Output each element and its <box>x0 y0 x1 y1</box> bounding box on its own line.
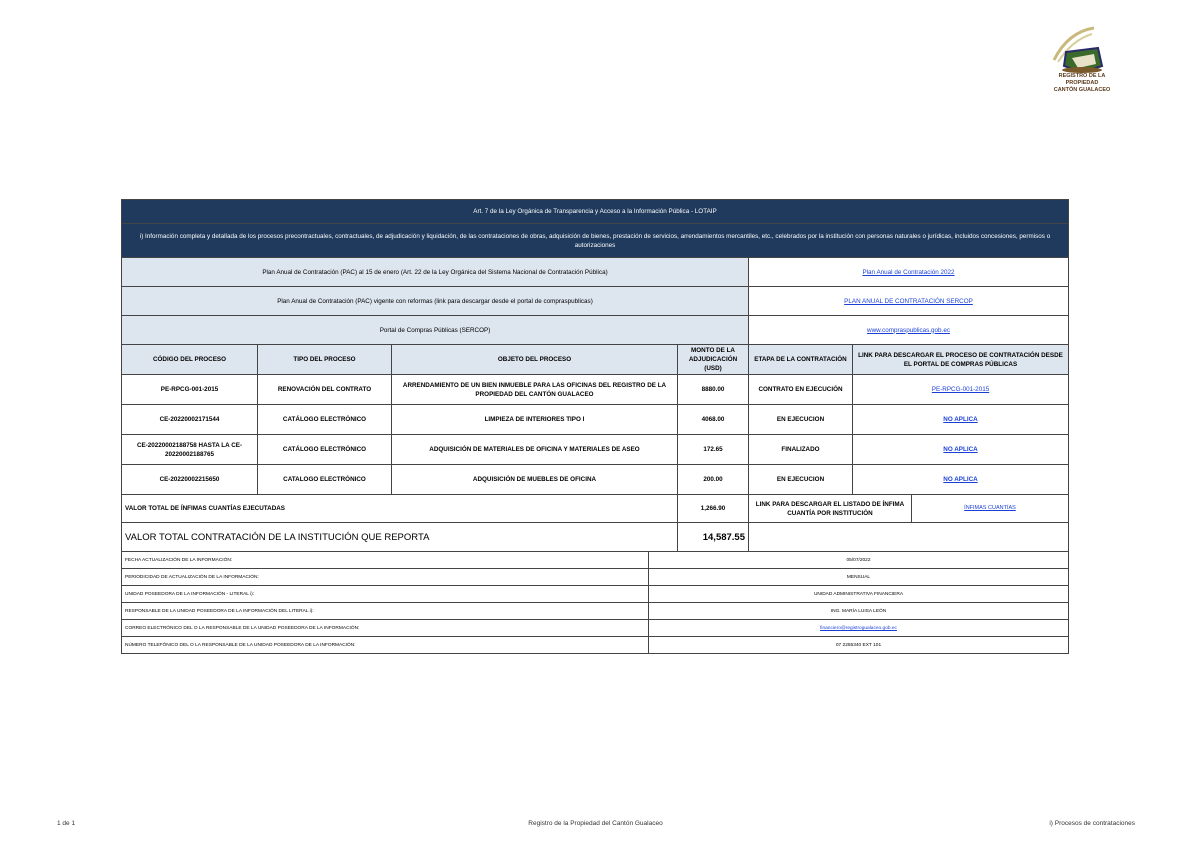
header-subtitle-row <box>121 224 1069 258</box>
objeto-cell: LIMPIEZA DE INTERIORES TIPO I <box>392 405 678 434</box>
table-row <box>121 375 1069 405</box>
transparency-table <box>121 199 1069 654</box>
info-value: MENSUAL <box>846 574 871 580</box>
objeto-cell: ADQUISICIÓN DE MATERIALES DE OFICINA Y MATERIALES DE ASEO <box>392 435 678 464</box>
info-value: UNIDAD ADMINISTRATIVA FINANCIERA <box>813 591 904 597</box>
infimas-label: VALOR TOTAL DE ÍNFIMAS CUANTÍAS EJECUTADAS <box>122 495 678 522</box>
tipo-cell: RENOVACIÓN DEL CONTRATO <box>258 375 392 404</box>
etapa-cell: EN EJECUCION <box>749 465 853 494</box>
info-row <box>121 603 1069 620</box>
header-title: Art. 7 de la Ley Orgánica de Transparencia y Acceso a la Información Pública - LOTAIP <box>473 208 717 215</box>
objeto-cell: ARRENDAMIENTO DE UN BIEN INMUEBLE PARA LAS OFICINAS DEL REGISTRO DE LA PROPIEDAD DEL CANTÓN GUALACEO <box>392 375 678 404</box>
etapa-cell: EN EJECUCION <box>749 405 853 434</box>
pac-link[interactable]: Plan Anual de Contratación 2022 <box>862 268 955 276</box>
pac-reformas-label: Plan Anual de Contratación (PAC) vigente con reformas (link para descargar desde el portal de compraspublicas) <box>122 287 749 315</box>
total-row <box>121 523 1069 552</box>
proceso-link[interactable]: PE-RPCG-001-2015 <box>931 386 990 393</box>
infimas-link-label: LINK PARA DESCARGAR EL LISTADO DE ÍNFIMA CUANTÍA POR INSTITUCIÓN <box>749 495 912 522</box>
footer-page: 1 de 1 <box>57 820 76 827</box>
monto-cell: 4068.00 <box>678 405 749 434</box>
info-value: 05/07/2022 <box>846 557 871 563</box>
proceso-link[interactable]: NO APLICA <box>943 476 978 483</box>
logo-line-2: CANTÓN GUALACEO <box>1053 87 1111 93</box>
email-link[interactable]: financiero@registrogualaceo.gob.ec <box>820 625 897 631</box>
col-link: LINK PARA DESCARGAR EL PROCESO DE CONTRATACIÓN DESDE EL PORTAL DE COMPRAS PÚBLICAS <box>858 351 1063 368</box>
tipo-cell: CATALOGO ELECTRÓNICO <box>258 465 392 494</box>
codigo-cell: CE-20220002188758 HASTA LA CE-20220002188765 <box>122 435 258 464</box>
sercop-link[interactable]: www.compraspublicas.gob.ec <box>867 326 950 334</box>
infimas-value: 1,266.90 <box>678 495 749 522</box>
sercop-row <box>121 316 1069 345</box>
monto-cell: 8880.00 <box>678 375 749 404</box>
total-label: VALOR TOTAL CONTRATACIÓN DE LA INSTITUCIÓN QUE REPORTA <box>122 523 678 551</box>
column-header-row <box>121 345 1069 375</box>
total-empty <box>749 523 1068 551</box>
info-label: CORREO ELECTRÓNICO DEL O LA RESPONSABLE DE LA UNIDAD POSEEDORA DE LA INFORMACIÓN: <box>122 620 649 636</box>
logo-caption <box>1044 73 1120 94</box>
header-subtitle: i) Información completa y detallada de los procesos precontractuales, contractuales, de adjudicación y liquidación, de las contrataciones de obras, adquisición de bienes, prestación de servicios, arrendamientos mercantiles, etc., celebrados por la institución con personas naturales o jurídicas, incluidos concesiones, permisos o autorizaciones <box>139 232 1051 249</box>
codigo-cell: PE-RPCG-001-2015 <box>122 375 258 404</box>
col-objeto: OBJETO DEL PROCESO <box>392 345 678 374</box>
infimas-row <box>121 495 1069 523</box>
monto-cell: 200.00 <box>678 465 749 494</box>
info-label: NÚMERO TELEFÓNICO DEL O LA RESPONSABLE DE LA UNIDAD POSEEDORA DE LA INFORMACIÓN: <box>122 637 649 653</box>
info-row <box>121 620 1069 637</box>
info-label: RESPONSABLE DE LA UNIDAD POSEEDORA DE LA INFORMACIÓN DEL LITERAL i): <box>122 603 649 619</box>
footer-right: i) Procesos de contrataciones <box>1049 820 1135 827</box>
tipo-cell: CATÁLOGO ELECTRÓNICO <box>258 435 392 464</box>
table-row <box>121 465 1069 495</box>
tipo-cell: CATÁLOGO ELECTRÓNICO <box>258 405 392 434</box>
col-codigo: CÓDIGO DEL PROCESO <box>122 345 258 374</box>
col-etapa: ETAPA DE LA CONTRATACIÓN <box>749 345 853 374</box>
pac-reformas-link[interactable]: PLAN ANUAL DE CONTRATACIÓN SERCOP <box>844 297 973 305</box>
etapa-cell: FINALIZADO <box>749 435 853 464</box>
infimas-link[interactable]: ÍNFIMAS CUANTÍAS <box>964 505 1016 511</box>
total-value: 14,587.55 <box>678 523 749 551</box>
col-monto: MONTO DE LA ADJUDICACIÓN (USD) <box>678 345 749 374</box>
header-title-row <box>121 199 1069 224</box>
objeto-cell: ADQUISICIÓN DE MUEBLES DE OFICINA <box>392 465 678 494</box>
info-row <box>121 637 1069 654</box>
info-row <box>121 552 1069 569</box>
col-tipo: TIPO DEL PROCESO <box>258 345 392 374</box>
proceso-link[interactable]: NO APLICA <box>943 446 978 453</box>
pac-label: Plan Anual de Contratación (PAC) al 15 de enero (Art. 22 de la Ley Orgánica del Sistema Nacional de Contratación Pública) <box>122 258 749 286</box>
info-value: ING. MARÍA LUISA LEÓN <box>830 608 887 614</box>
table-row <box>121 435 1069 465</box>
codigo-cell: CE-20220002215650 <box>122 465 258 494</box>
info-label: FECHA ACTUALIZACIÓN DE LA INFORMACIÓN: <box>122 552 649 568</box>
logo-line-1: REGISTRO DE LA PROPIEDAD <box>1058 73 1106 86</box>
sercop-label: Portal de Compras Públicas (SERCOP) <box>122 316 749 344</box>
etapa-cell: CONTRATO EN EJECUCIÓN <box>749 375 853 404</box>
info-label: PERIODICIDAD DE ACTUALIZACIÓN DE LA INFORMACIÓN: <box>122 569 649 585</box>
pac-reformas-row <box>121 287 1069 316</box>
monto-cell: 172.65 <box>678 435 749 464</box>
info-row <box>121 586 1069 603</box>
codigo-cell: CE-20220002171544 <box>122 405 258 434</box>
table-row <box>121 405 1069 435</box>
info-label: UNIDAD POSEEDORA DE LA INFORMACIÓN - LITERAL i): <box>122 586 649 602</box>
info-value: 07 2255340 EXT 101 <box>835 642 882 648</box>
pac-row <box>121 258 1069 287</box>
proceso-link[interactable]: NO APLICA <box>943 416 978 423</box>
info-row <box>121 569 1069 586</box>
footer-center: Registro de la Propiedad del Cantón Gualaceo <box>528 820 663 827</box>
